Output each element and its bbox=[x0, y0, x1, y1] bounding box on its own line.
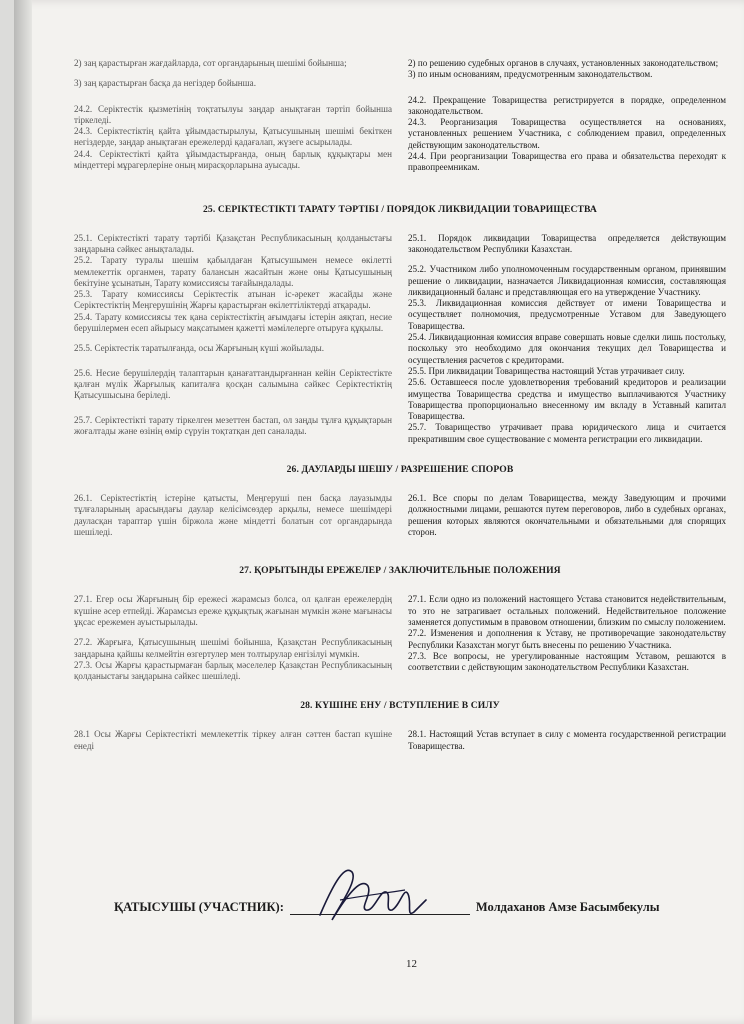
ru-paragraph: 25.3. Ликвидационная комиссия действует от имени Товарищества и осуществляет полномочия, предусмотренные Уставом для Заведующего Товарищества. bbox=[408, 298, 726, 331]
section-25 bbox=[74, 233, 726, 446]
kz-paragraph: 25.4. Тарату комиссиясы тек қана серіктестіктің ағымдағы істерін аяқтап, несие берушілермен есеп айырысу мақсатымен қажетті мәмілелерге отыруға құқылы. bbox=[74, 311, 392, 334]
kz-paragraph: 24.2. Серіктестік қызметінің тоқтатылуы заңдар анықтаған тәртіп бойынша тіркеледі. bbox=[74, 103, 392, 125]
page-number: 12 bbox=[406, 958, 417, 970]
ru-paragraph: 25.5. При ликвидации Товарищества настоящий Устав утрачивает силу. bbox=[408, 365, 685, 376]
ru-paragraph: 2) по решению судебных органов в случаях, установленных законодательством; bbox=[408, 58, 719, 68]
kz-paragraph: 2) заң қарастырған жағдайларда, сот органдарының шешімі бойынша; bbox=[74, 58, 347, 68]
section-26 bbox=[74, 493, 726, 547]
section-28 bbox=[74, 729, 726, 761]
section-27-ru-column bbox=[408, 594, 726, 682]
kz-paragraph: 25.5. Серіктестік таратылғанда, осы Жарғының күші жойылады. bbox=[74, 343, 325, 354]
kz-paragraph: 26.1. Серіктестіктің істеріне қатысты, Меңгеруші пен басқа лауазымды тұлғаларының арасындағы даулар келісімсөздер арқылы, немесе шешімдері дауласқан тараптар үшін біржола және міндетті болатын сот органдарында шешіледі. bbox=[74, 493, 392, 538]
section-25-kz-column bbox=[74, 233, 392, 446]
kz-paragraph: 25.3. Тарату комиссиясы Серіктестік атынан іс-әрекет жасайды және Серіктестіктің Меңгерушінің Жарғы қарастырған өкілеттіліктерді атқарады. bbox=[74, 289, 392, 311]
ru-paragraph: 24.4. При реорганизации Товарищества его права и обязательства переходят к правопреемникам. bbox=[408, 151, 726, 173]
signature-line bbox=[290, 900, 470, 915]
section-heading-28: 28. КҮШІНЕ ЕНУ / ВСТУПЛЕНИЕ В СИЛУ bbox=[300, 700, 500, 712]
section-heading-27: 27. ҚОРЫТЫНДЫ ЕРЕЖЕЛЕР / ЗАКЛЮЧИТЕЛЬНЫЕ ПОЛОЖЕНИЯ bbox=[239, 565, 561, 577]
ru-paragraph: 27.2. Изменения и дополнения к Уставу, не противоречащие законодательству Республики Казахстан могут быть внесены по решению Участника. bbox=[408, 628, 726, 650]
document-body bbox=[74, 58, 726, 761]
ru-paragraph: 26.1. Все споры по делам Товарищества, между Заведующим и прочими должностными лицами, решаются путем переговоров, либо в судебных органах, решения которых являются окончательными и обязательными для спорящих сторон. bbox=[408, 493, 726, 538]
kz-paragraph: 27.2. Жарғыға, Қатысушының шешімі бойынша, Қазақстан Республикасының заңдарына қайшы келмейтін өзгертулер мен толтырулар енгізілуі мүмкін. bbox=[74, 637, 392, 659]
top-kz-column bbox=[74, 58, 392, 174]
section-27 bbox=[74, 594, 726, 682]
top-block bbox=[74, 58, 726, 174]
ru-paragraph: 3) по иным основаниям, предусмотренным законодательством. bbox=[408, 69, 653, 80]
ru-paragraph: 27.1. Если одно из положений настоящего Устава становится недействительным, то это не затрагивает остальных положений. Недействительное положение заменяется допустимым в правовом отношении, близким по смыслу положением. bbox=[408, 594, 726, 627]
kz-paragraph: 3) заң қарастырған басқа да негіздер бойынша. bbox=[74, 78, 256, 89]
kz-paragraph: 24.4. Серіктестікті қайта ұйымдастырғанда, оның барлық құқықтары мен міндеттері мұрагерлеріне оның мирасқорларына ауысады. bbox=[74, 148, 392, 171]
kz-paragraph: 24.3. Серіктестіктің қайта ұйымдастырылуы, Қатысушының шешімі бекіткен негіздерде, заңдар анықтаған ережелерді қадағалап, жүзеге асырылады. bbox=[74, 126, 392, 148]
signatory-name: Молдаханов Амзе Басымбекулы bbox=[475, 900, 660, 914]
kz-paragraph: 27.3. Осы Жарғы қарастырмаған барлық мәселелер Қазақстан Республикасының қолданыстағы заңдарына сәйкес шешіледі. bbox=[74, 659, 392, 682]
section-heading-26: 26. ДАУЛАРДЫ ШЕШУ / РАЗРЕШЕНИЕ СПОРОВ bbox=[286, 464, 514, 476]
ru-paragraph: 28.1. Настоящий Устав вступает в силу с момента государственной регистрации Товарищества. bbox=[408, 729, 726, 751]
section-26-ru-column bbox=[408, 493, 726, 547]
section-25-ru-column bbox=[408, 233, 726, 446]
binder-shadow bbox=[14, 0, 32, 1024]
kz-paragraph: 25.7. Серіктестікті тарату тіркелген мезеттен бастап, ол заңды тұлға құқықтарын жоғалтады және өзінің өмір сүруін тоқтатқан деп саналады. bbox=[74, 414, 392, 436]
kz-paragraph: 25.6. Несие берушілердің талаптарын қанағаттандырғаннан кейін Серіктестікте қалған мүлік Жарғылық капиталға қосқан салымына сәйкес Серіктестіктің Қатысушысына беріледі. bbox=[74, 367, 392, 401]
section-28-ru-column bbox=[408, 729, 726, 761]
ru-paragraph: 27.3. Все вопросы, не урегулированные настоящим Уставом, решаются в соответствии с действующим законодательством Республики Казахстан. bbox=[408, 650, 726, 673]
signature-label: ҚАТЫСУШЫ (УЧАСТНИК): bbox=[114, 900, 284, 914]
document-page bbox=[14, 0, 744, 1024]
section-28-kz-column bbox=[74, 729, 392, 761]
kz-paragraph: 27.1. Егер осы Жарғының бір ережесі жарамсыз болса, ол қалған ережелердің күшіне әсер етпейді. Жарамсыз ереже құқықтық жағынан мүмкін және мағынасы ұқсас ережемен ауыстырылады. bbox=[74, 594, 392, 627]
ru-paragraph: 25.7. Товарищество утрачивает права юридического лица и считается прекратившим свое существование с момента регистрации его ликвидации. bbox=[408, 422, 726, 444]
section-26-kz-column bbox=[74, 493, 392, 547]
ru-paragraph: 25.4. Ликвидационная комиссия вправе совершать новые сделки лишь постольку, поскольку это необходимо для окончания текущих дел Товарищества и осуществления расчетов с кредиторами. bbox=[408, 332, 726, 365]
section-27-kz-column bbox=[74, 594, 392, 682]
kz-paragraph: 25.2. Тарату туралы шешім қабылдаған Қатысушымен немесе өкілетті мемлекеттік органмен, тарату балансын жасайтын және оны Қатысушының бекітуіне ұсынатын, Тарату комиссиясы тағайындалады. bbox=[74, 255, 392, 288]
top-ru-column bbox=[408, 58, 726, 174]
kz-paragraph: 25.1. Серіктестікті тарату тәртібі Қазақстан Республикасының қолданыстағы заңдарына сәйкес анықталады. bbox=[74, 232, 392, 254]
handwritten-signature-icon bbox=[310, 860, 430, 930]
ru-paragraph: 25.1. Порядок ликвидации Товарищества определяется действующим законодательством Республики Казахстан. bbox=[408, 232, 726, 254]
ru-paragraph: 25.6. Оставшееся после удовлетворения требований кредиторов и реализации имущества Товарищества средства и имущество выплачиваются Участнику Товарищества пропорционально внесенному им вкладу в Уставный капитал Товарищества. bbox=[408, 377, 726, 422]
ru-paragraph: 25.2. Участником либо уполномоченным государственным органом, принявшим решение о ликвидации, назначается Ликвидационная комиссия, составляющая ликвидационный баланс и представляющая его на утверждение Участнику. bbox=[408, 264, 726, 297]
signature-block bbox=[114, 900, 674, 915]
section-heading-25: 25. СЕРІКТЕСТІКТІ ТАРАТУ ТӘРТІБІ / ПОРЯДОК ЛИКВИДАЦИИ ТОВАРИЩЕСТВА bbox=[203, 203, 597, 215]
ru-paragraph: 24.2. Прекращение Товарищества регистрируется в порядке, определенном законодательством. bbox=[408, 94, 726, 116]
kz-paragraph: 28.1 Осы Жарғы Серіктестікті мемлекеттік тіркеу алған сәттен бастап күшіне енеді bbox=[74, 729, 392, 751]
ru-paragraph: 24.3. Реорганизация Товарищества осуществляется на основаниях, установленных решением Участника, с соблюдением правил, определенных действующим законодательством. bbox=[408, 117, 726, 150]
